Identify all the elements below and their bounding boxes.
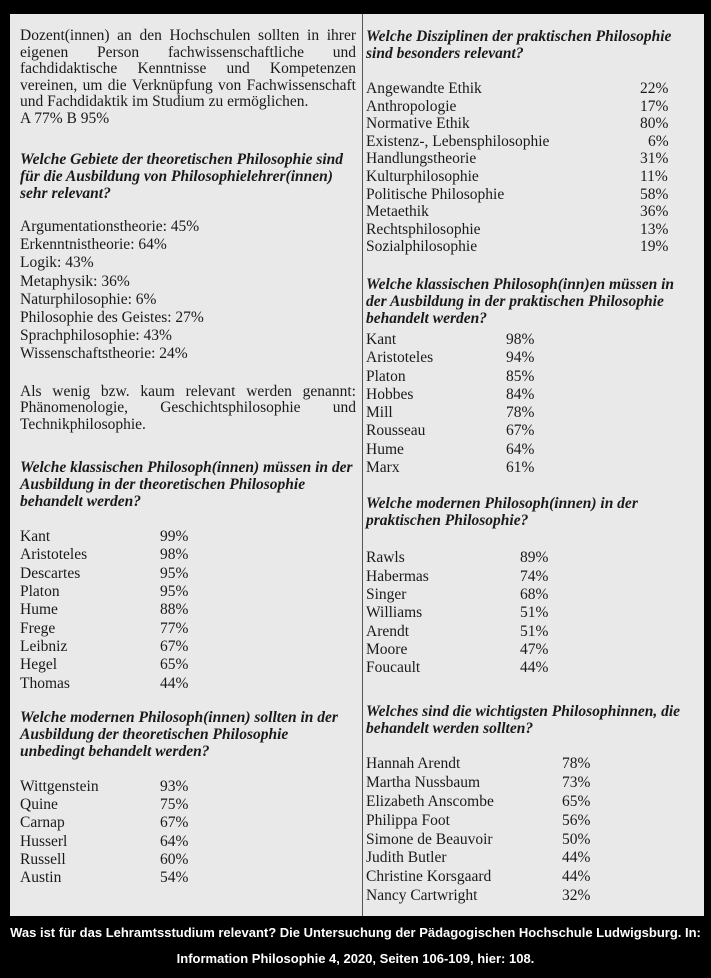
list-item: Erkenntnistheorie: 64% [20, 236, 167, 254]
women-philosophers-question: Welches sind die wichtigsten Philosophinnen, die behandelt werden sollten? [366, 703, 681, 738]
table-row [366, 331, 696, 349]
table-row [20, 675, 356, 693]
philosopher-name: Martha Nussbaum [366, 774, 481, 792]
philosopher-name: Rousseau [366, 422, 426, 440]
discipline-name: Existenz-, Lebensphilosophie [366, 132, 550, 150]
philosopher-name: Hume [20, 601, 58, 619]
intro-paragraph: Dozent(innen) an den Hochschulen sollten in ihrer eigenen Person fachwissenschaftliche und fachdidaktische Kenntnisse und Kompetenzen vereinen, um die Verknüpfung von Fachwissenschaft und Fachdidaktik im Studium zu ermöglichen. [20, 27, 356, 110]
philosopher-name: Austin [20, 869, 62, 887]
table-row [366, 868, 696, 887]
table-row [20, 638, 356, 656]
theoretical-modern-table [20, 778, 356, 888]
percentage: 80% [640, 115, 669, 133]
philosopher-name: Arendt [366, 622, 410, 640]
discipline-name: Rechtsphilosophie [366, 220, 481, 238]
philosopher-name: Husserl [20, 832, 68, 850]
percentage: 75% [160, 796, 189, 814]
percentage: 51% [520, 604, 549, 622]
percentage: 19% [640, 238, 669, 256]
table-row [366, 586, 696, 604]
philosopher-name: Descartes [20, 564, 81, 582]
percentage: 65% [562, 792, 591, 810]
list-item: Naturphilosophie: 6% [20, 290, 157, 308]
list-item: Wissenschaftstheorie: 24% [20, 345, 188, 363]
percentage: 44% [562, 849, 591, 867]
source-caption [0, 918, 711, 978]
table-row [20, 814, 356, 832]
percentage: 44% [520, 659, 549, 677]
practical-classical-question: Welche klassischen Philosoph(inn)en müssen in der Ausbildung in der praktischen Philosophie behandelt werden? [366, 275, 675, 327]
percentage: 68% [520, 585, 549, 603]
philosopher-name: Frege [20, 619, 56, 637]
discipline-name: Handlungstheorie [366, 150, 477, 168]
table-row [366, 887, 696, 906]
table-row [366, 349, 696, 367]
percentage: 17% [640, 97, 669, 115]
percentage: 89% [520, 549, 549, 567]
list-item: Sprachphilosophie: 43% [20, 327, 172, 345]
table-row [366, 849, 696, 868]
percentage: 44% [160, 674, 189, 692]
table-row [366, 368, 696, 386]
philosopher-name: Philippa Foot [366, 811, 450, 829]
percentage: 61% [506, 459, 535, 477]
percentage: 50% [562, 830, 591, 848]
philosopher-name: Habermas [366, 567, 429, 585]
percentage: 85% [506, 367, 535, 385]
percentage: 74% [520, 567, 549, 585]
table-row [366, 659, 696, 677]
women-philosophers-table [366, 755, 696, 905]
percentage: 99% [160, 528, 189, 546]
discipline-name: Angewandte Ethik [366, 80, 482, 97]
percentage: 78% [506, 404, 535, 422]
discipline-name: Metaethik [366, 203, 429, 221]
table-row [20, 620, 356, 638]
table-row [366, 641, 696, 659]
table-row [20, 546, 356, 564]
table-row [20, 528, 356, 546]
philosopher-name: Aristoteles [20, 546, 88, 564]
percentage: 47% [520, 640, 549, 658]
percentage: 95% [160, 583, 189, 601]
philosopher-name: Simone de Beauvoir [366, 830, 493, 848]
theoretical-areas-list [20, 218, 356, 364]
philosopher-name: Hume [366, 440, 404, 458]
intro-result: A 77% B 95% [20, 109, 110, 127]
discipline-name: Normative Ethik [366, 115, 470, 133]
percentage: 67% [160, 814, 189, 832]
percentage: 56% [562, 811, 591, 829]
percentage: 94% [506, 349, 535, 367]
percentage: 51% [520, 622, 549, 640]
table-row [366, 831, 696, 850]
table-row [366, 203, 696, 221]
table-row [366, 623, 696, 641]
table-row [366, 150, 696, 168]
philosopher-name: Mill [366, 404, 393, 422]
table-row [366, 793, 696, 812]
list-item: Philosophie des Geistes: 27% [20, 309, 204, 327]
percentage: 84% [506, 385, 535, 403]
practical-disciplines-question: Welche Disziplinen der praktischen Philosophie sind besonders relevant? [366, 28, 672, 62]
theoretical-areas-question: Welche Gebiete der theoretischen Philosophie sind für die Ausbildung von Philosophielehrer(innen) sehr relevant? [20, 151, 344, 202]
percentage: 67% [506, 422, 535, 440]
table-row [366, 441, 696, 459]
table-row [366, 238, 696, 256]
low-relevance-note: Als wenig bzw. kaum relevant werden genannt: Phänomenologie, Geschichtsphilosophie und Technikphilosophie. [20, 382, 356, 433]
table-row [366, 115, 696, 133]
practical-modern-table [366, 549, 696, 677]
percentage: 73% [562, 774, 591, 792]
percentage: 60% [160, 850, 189, 868]
table-row [20, 796, 356, 814]
table-row [366, 98, 696, 116]
table-row [366, 812, 696, 831]
philosopher-name: Quine [20, 796, 58, 814]
table-row [366, 549, 696, 567]
column-divider [362, 14, 363, 916]
caption-line-2: Information Philosophie 4, 2020, Seiten 106-109, hier: 108. [176, 951, 535, 966]
percentage: 77% [160, 619, 189, 637]
table-row [20, 583, 356, 601]
table-row [366, 568, 696, 586]
discipline-name: Sozialphilosophie [366, 238, 478, 256]
table-row [20, 851, 356, 869]
philosopher-name: Foucault [366, 659, 421, 677]
percentage: 58% [640, 185, 669, 203]
philosopher-name: Moore [366, 640, 408, 658]
philosopher-name: Thomas [20, 674, 70, 692]
table-row [366, 80, 696, 98]
philosopher-name: Leibniz [20, 637, 68, 655]
percentage: 64% [506, 440, 535, 458]
table-row [20, 869, 356, 887]
right-column [366, 14, 696, 906]
philosopher-name: Kant [366, 330, 397, 348]
percentage: 11% [640, 167, 668, 185]
percentage: 22% [640, 80, 669, 97]
percentage: 44% [562, 868, 591, 886]
table-row [20, 565, 356, 583]
philosopher-name: Singer [366, 585, 407, 603]
philosopher-name: Williams [366, 604, 423, 622]
table-row [20, 778, 356, 796]
philosopher-name: Marx [366, 459, 400, 477]
percentage: 6% [648, 132, 669, 150]
table-row [366, 386, 696, 404]
percentage: 13% [640, 220, 669, 238]
percentage: 98% [506, 330, 535, 348]
table-row [366, 133, 696, 151]
philosopher-name: Judith Butler [366, 849, 447, 867]
table-row [366, 221, 696, 239]
percentage: 31% [640, 150, 669, 168]
percentage: 54% [160, 869, 189, 887]
table-row [20, 833, 356, 851]
philosopher-name: Wittgenstein [20, 777, 99, 795]
table-row [20, 656, 356, 674]
percentage: 32% [562, 886, 591, 904]
percentage: 98% [160, 546, 189, 564]
percentage: 88% [160, 601, 189, 619]
table-row [366, 168, 696, 186]
table-row [366, 404, 696, 422]
theoretical-classical-question: Welche klassischen Philosoph(innen) müssen in der Ausbildung in der theoretischen Philosophie behandelt werden? [20, 459, 353, 511]
percentage: 95% [160, 564, 189, 582]
philosopher-name: Russell [20, 850, 66, 868]
practical-modern-question: Welche modernen Philosoph(innen) in der praktischen Philosophie? [366, 495, 638, 530]
percentage: 93% [160, 777, 189, 795]
percentage: 64% [160, 832, 189, 850]
table-row [366, 755, 696, 774]
list-item: Logik: 43% [20, 254, 94, 272]
document-page [10, 14, 704, 916]
philosopher-name: Nancy Cartwright [366, 886, 478, 904]
table-row [366, 604, 696, 622]
philosopher-name: Carnap [20, 814, 65, 832]
percentage: 65% [160, 656, 189, 674]
discipline-name: Kulturphilosophie [366, 167, 479, 185]
philosopher-name: Hannah Arendt [366, 755, 461, 773]
philosopher-name: Rawls [366, 549, 405, 567]
philosopher-name: Christine Korsgaard [366, 868, 492, 886]
philosopher-name: Platon [20, 583, 60, 601]
philosopher-name: Elizabeth Anscombe [366, 792, 494, 810]
philosopher-name: Kant [20, 528, 51, 546]
discipline-name: Anthropologie [366, 97, 457, 115]
table-row [366, 422, 696, 440]
philosopher-name: Hobbes [366, 385, 414, 403]
table-row [366, 459, 696, 477]
philosopher-name: Aristoteles [366, 349, 434, 367]
theoretical-classical-table [20, 528, 356, 693]
percentage: 78% [562, 755, 591, 773]
caption-line-1: Was ist für das Lehramtsstudium relevant? Die Untersuchung der Pädagogischen Hochschule Ludwigsburg. In: [10, 925, 701, 940]
practical-disciplines-table [366, 80, 696, 256]
table-row [366, 774, 696, 793]
table-row [20, 601, 356, 619]
theoretical-modern-question: Welche modernen Philosoph(innen) sollten in der Ausbildung der theoretischen Philosophie unbedingt behandelt werden? [20, 708, 338, 760]
philosopher-name: Platon [366, 367, 406, 385]
discipline-name: Politische Philosophie [366, 185, 505, 203]
list-item: Argumentationstheorie: 45% [20, 218, 200, 235]
left-column [20, 14, 356, 888]
percentage: 36% [640, 203, 669, 221]
list-item: Metaphysik: 36% [20, 272, 130, 290]
table-row [366, 186, 696, 204]
practical-classical-table [366, 331, 696, 477]
percentage: 67% [160, 637, 189, 655]
philosopher-name: Hegel [20, 656, 58, 674]
